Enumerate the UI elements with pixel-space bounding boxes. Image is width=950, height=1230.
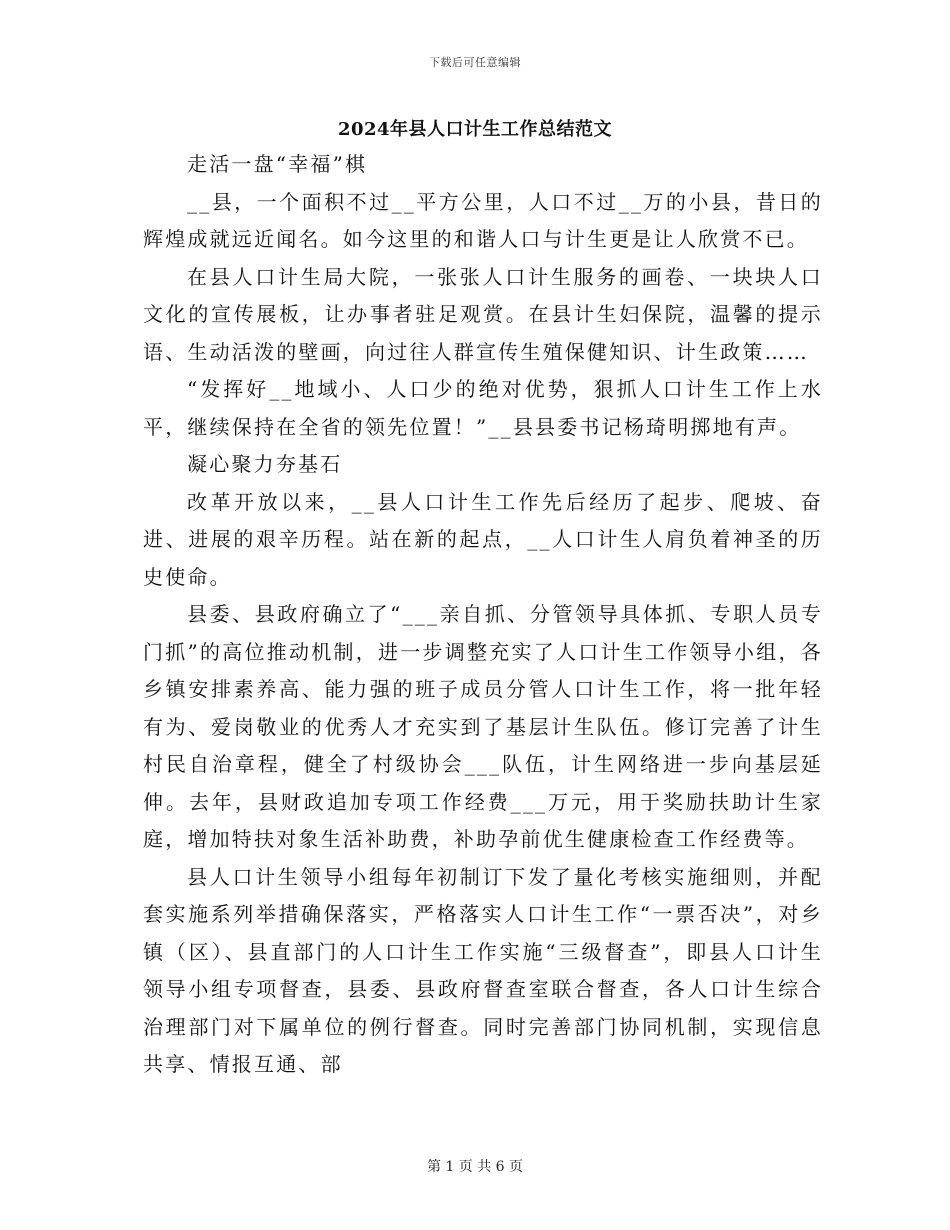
document-title: 2024年县人口计生工作总结范文 (337, 119, 613, 140)
page-number: 第 1 页 共 6 页 (426, 1159, 524, 1175)
paragraph: 县委、县政府确立了“___亲自抓、分管领导具体抓、专职人员专门抓”的高位推动机制，进一步调整充实了人口计生工作领导小组，各乡镇安排素养高、能力强的班子成员分管人口计生工作，将一批年轻有为、爱岗敬业的优秀人才充实到了基层计生队伍。修订完善了计生村民自治章程，健全了村级协会___队伍，计生网络进一步向基层延伸。去年，县财政追加专项工作经费___万元，用于奖励扶助计生家庭，增加特扶对象生活补助费，补助孕前优生健康检查工作经费等。 (143, 602, 823, 851)
paragraph: 改革开放以来，__县人口计生工作先后经历了起步、爬坡、奋进、进展的艰辛历程。站在新的起点，__人口计生人肩负着神圣的历史使命。 (143, 489, 823, 589)
paragraph: 在县人口计生局大院，一张张人口计生服务的画卷、一块块人口文化的宣传展板，让办事者驻足观赏。在县计生妇保院，温馨的提示语、生动活泼的壁画，向过往人群宣传生殖保健知识、计生政策…… (143, 264, 823, 364)
paragraph: __县，一个面积不过__平方公里，人口不过__万的小县，昔日的辉煌成就远近闻名。如今这里的和谐人口与计生更是让人欣赏不已。 (143, 189, 823, 251)
paragraph: 县人口计生领导小组每年初制订下发了量化考核实施细则，并配套实施系列举措确保落实，严格落实人口计生工作“一票否决”，对乡镇（区）、县直部门的人口计生工作实施“三级督查”，即县人口计生领导小组专项督查，县委、县政府督查室联合督查，各人口计生综合治理部门对下属单位的例行督查。同时完善部门协同机制，实现信息共享、情报互通、部 (143, 864, 823, 1076)
document-body (143, 146, 823, 1084)
paragraph-subheading: 走活一盘“幸福”棋 (187, 152, 368, 176)
page-header-note: 下载后可任意编辑 (429, 56, 521, 69)
paragraph: “发挥好__地域小、人口少的绝对优势，狠抓人口计生工作上水平，继续保持在全省的领先位置！”__县县委书记杨琦明掷地有声。 (143, 377, 823, 439)
paragraph-subheading: 凝心聚力夯基石 (187, 452, 343, 476)
